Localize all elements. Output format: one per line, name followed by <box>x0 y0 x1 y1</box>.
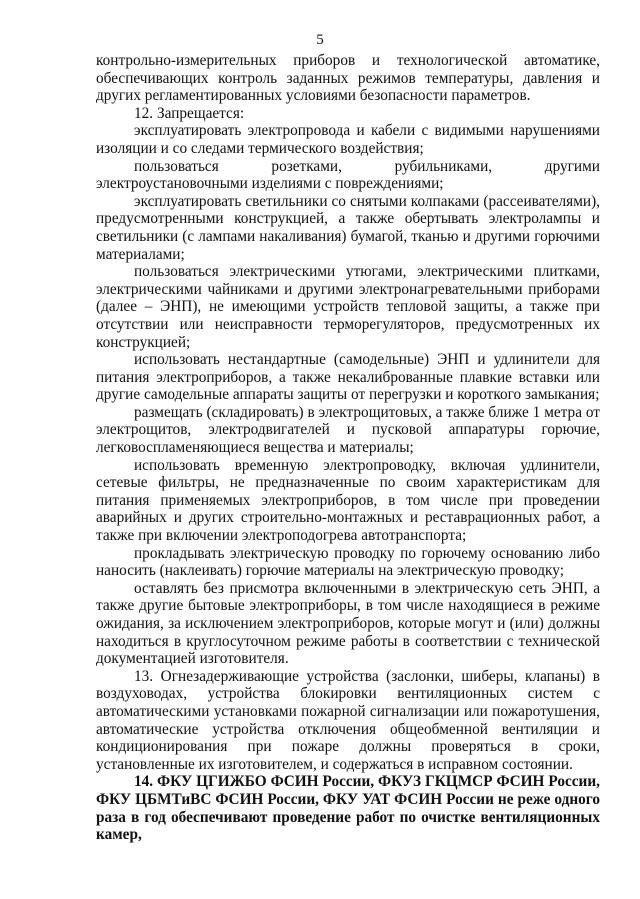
prohibition-item: использовать нестандартные (самодельные) ЭНП и удлинители для питания электроприборов, а также некалиброванные плавкие вставки или другие самодельные аппараты защиты от перегрузки и короткого замыкания; <box>96 351 600 404</box>
page-number: 5 <box>316 32 324 48</box>
prohibition-item: использовать временную электропроводку, включая удлинители, сетевые фильтры, не предназначенные по своим характеристикам для питания применяемых электроприборов, в том числе при проведении аварийных и других строительно-монтажных и реставрационных работ, а также при включении электроподогрева автотранспорта; <box>96 456 600 545</box>
prohibition-item: прокладывать электрическую проводку по горючему основанию либо наносить (наклеивать) горючие материалы на электрическую проводку; <box>96 544 600 580</box>
prohibition-item: пользоваться розетками, рубильниками, другими электроустановочными изделиями с повреждениями; <box>96 157 600 193</box>
document-body <box>96 52 600 844</box>
prohibition-item: оставлять без присмотра включенными в электрическую сеть ЭНП, а также другие бытовые электроприборы, в том числе находящиеся в режиме ожидания, за исключением электроприборов, которые могут и (или) должны находиться в круглосуточном режиме работы в соответствии с технической документацией изготовителя. <box>96 579 600 668</box>
prohibition-item: пользоваться электрическими утюгами, электрическими плитками, электрическими чайниками и другими электронагревательными приборами (далее – ЭНП), не имеющими устройств тепловой защиты, а также при отсутствии или неисправности терморегуляторов, предусмотренных их конструкцией; <box>96 263 600 351</box>
paragraph-continuation: контрольно-измерительных приборов и технологической автоматике, обеспечивающих контроль заданных режимов температуры, давления и других регламентированных условиями безопасности параметров. <box>96 52 600 105</box>
paragraph-14: 14. ФКУ ЦГИЖБО ФСИН России, ФКУЗ ГКЦМСР ФСИН России, ФКУ ЦБМТиВС ФСИН России, ФКУ УАТ ФСИН России не реже одного раза в год обеспечивают проведение работ по очистке вентиляционных камер, <box>96 773 600 844</box>
prohibition-item: эксплуатировать светильники со снятыми колпаками (рассеивателями), предусмотренными конструкцией, а также обертывать электролампы и светильники (с лампами накаливания) бумагой, тканью и другими горючими материалами; <box>96 192 600 263</box>
paragraph-12-heading: 12. Запрещается: <box>134 104 245 122</box>
prohibition-item: размещать (складировать) в электрощитовых, а также ближе 1 метра от электрощитов, электродвигателей и пусковой аппаратуры горючие, легковоспламеняющиеся вещества и материалы; <box>96 403 600 457</box>
paragraph-13: 13. Огнезадерживающие устройства (заслонки, шиберы, клапаны) в воздуховодах, устройства блокировки вентиляционных систем с автоматическими установками пожарной сигнализации или пожаротушения, автоматические устройства отключения общеобменной вентиляции и кондиционирования при пожаре должны проверяться в сроки, установленные их изготовителем, и содержаться в исправном состоянии. <box>96 667 600 773</box>
prohibition-item: эксплуатировать электропровода и кабели с видимыми нарушениями изоляции и со следами термического воздействия; <box>96 122 600 157</box>
